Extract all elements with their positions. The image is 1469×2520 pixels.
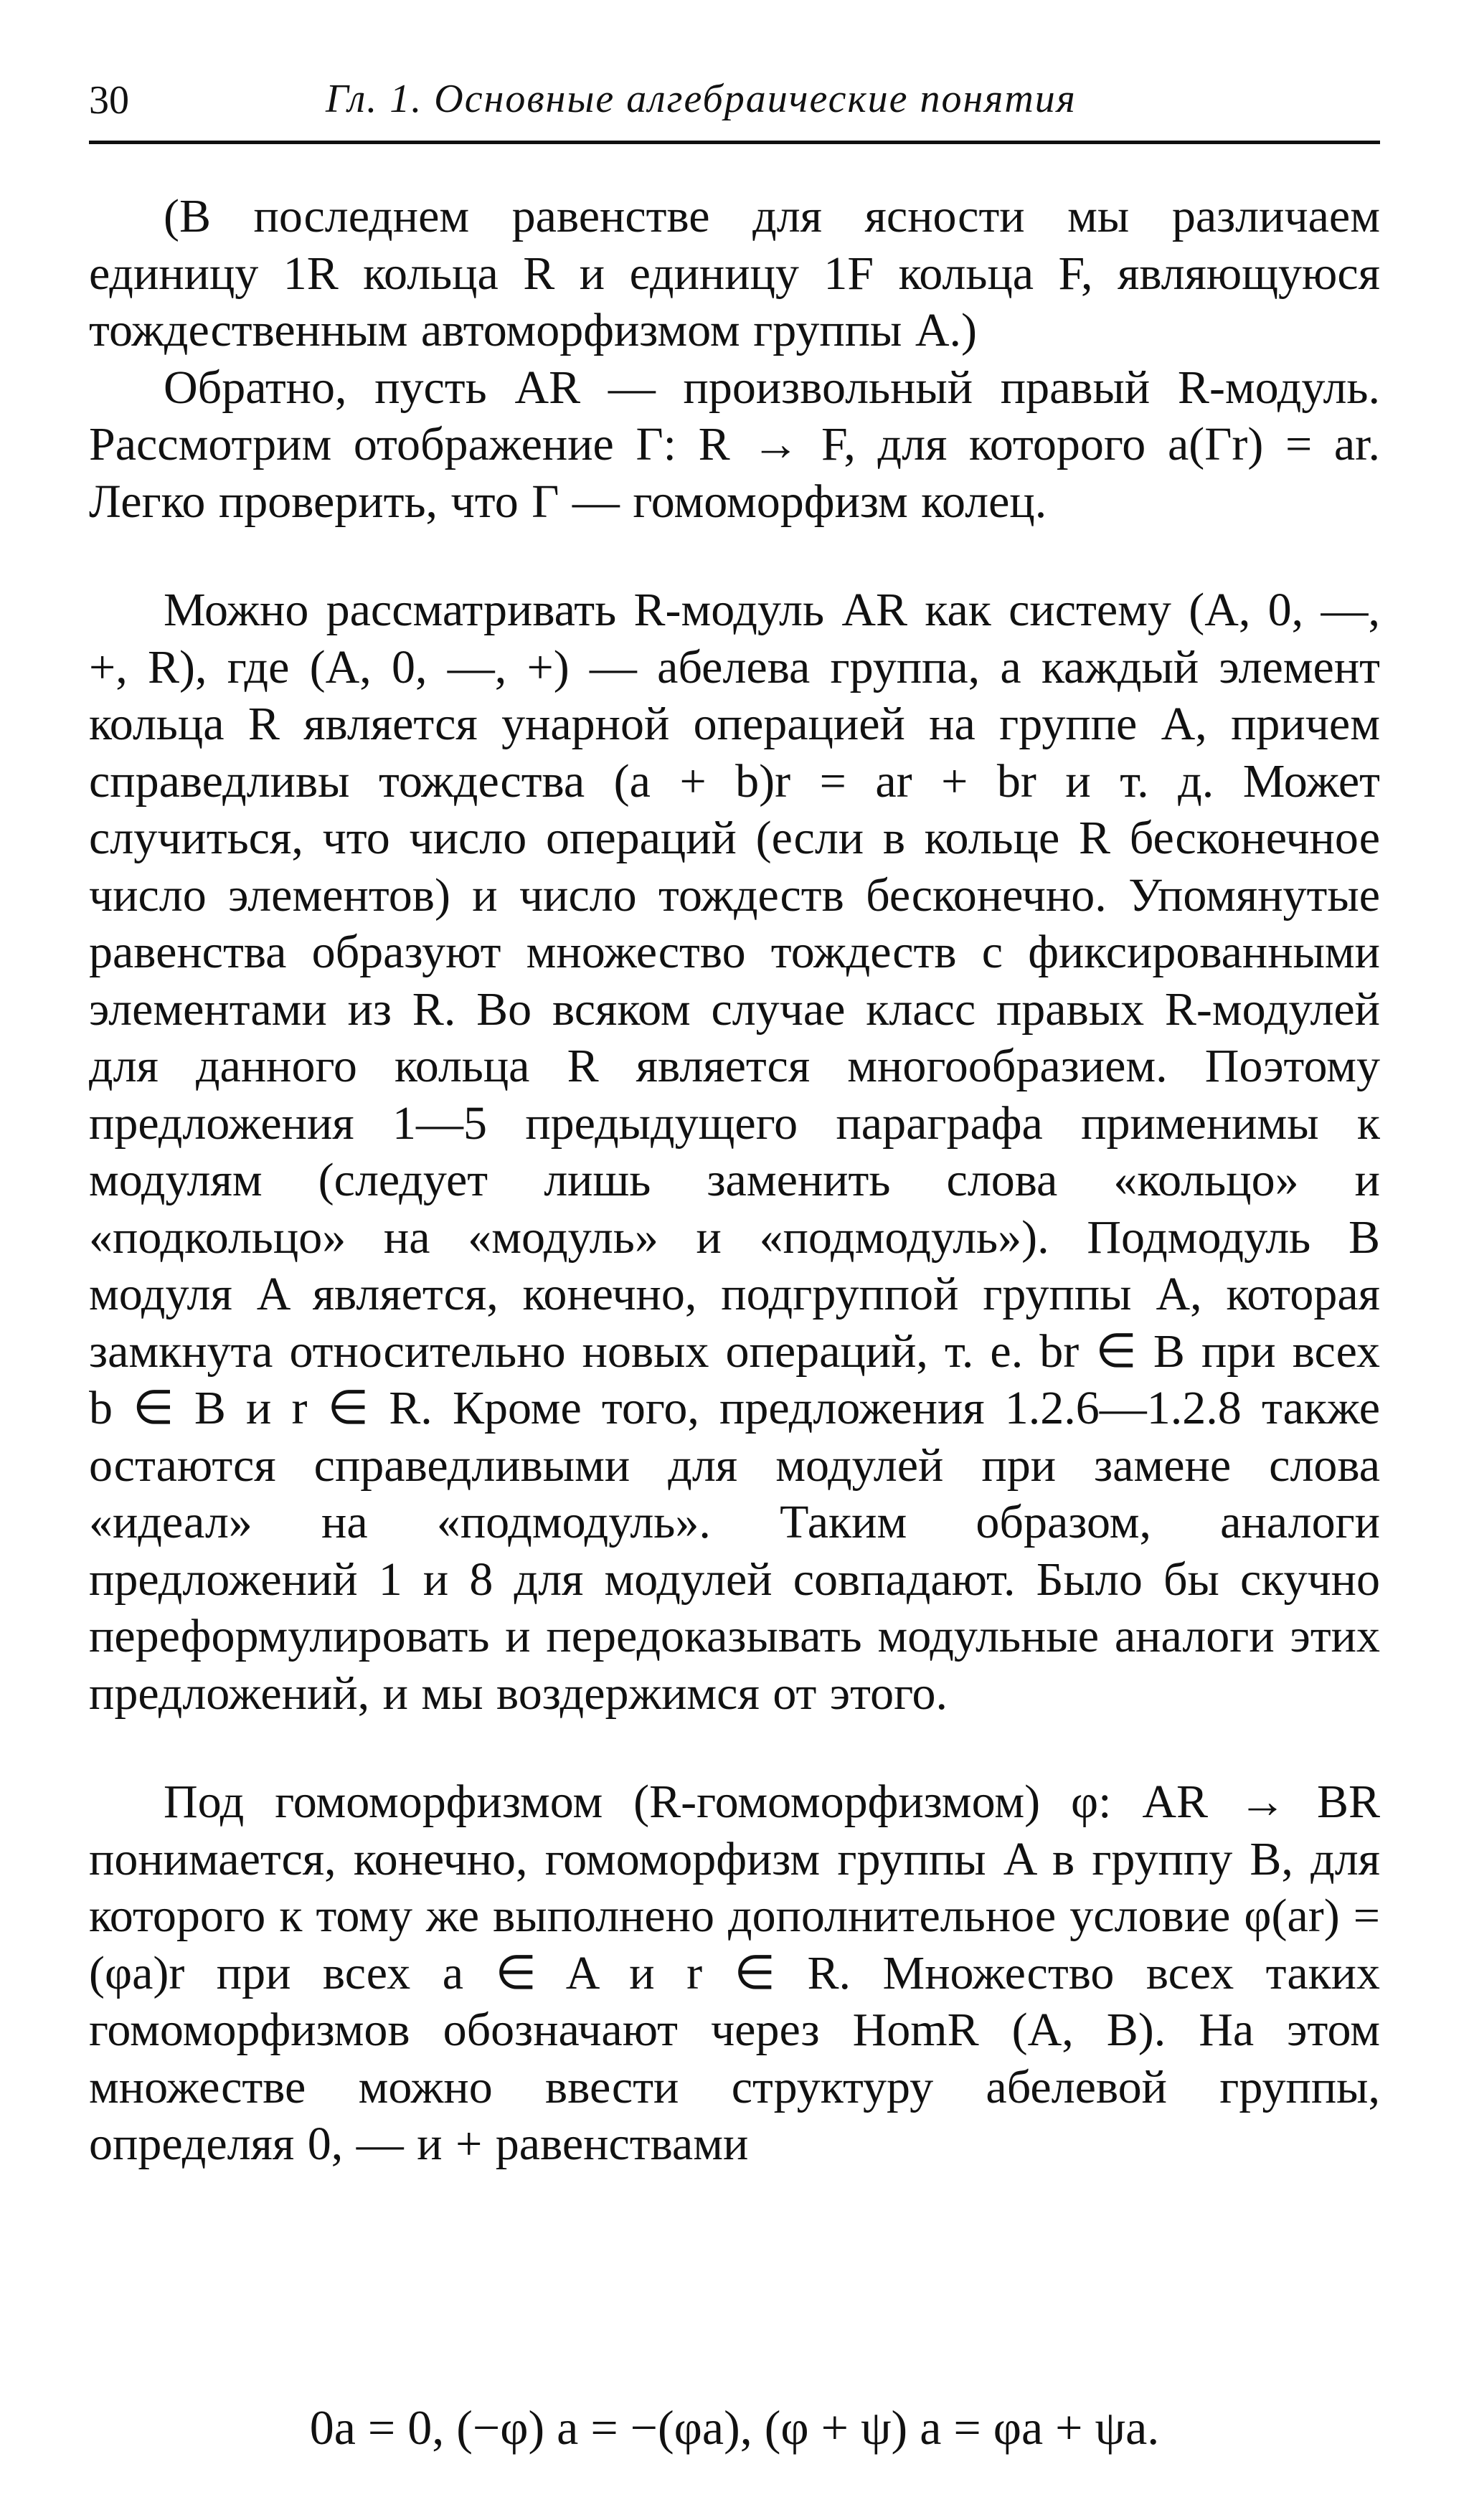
page-number: 30 [89, 78, 129, 123]
body-text [89, 188, 1380, 2173]
header-rule [89, 141, 1380, 144]
paragraph-1: (В последнем равенстве для ясности мы различаем единицу 1R кольца R и единицу 1F кольца F, являющуюся тождественным автоморфизмом группы A.) [89, 190, 1380, 356]
display-formula: 0a = 0, (−φ) a = −(φa), (φ + ψ) a = φa + ψa. [309, 2400, 1160, 2455]
paragraph-2: Обратно, пусть AR — произвольный правый R-модуль. Рассмотрим отображение Γ: R → F, для которого a(Γr) = ar. Легко проверить, что Γ — гомоморфизм колец. [89, 361, 1380, 528]
paragraph-3: Можно рассматривать R-модуль AR как систему (A, 0, —, +, R), где (A, 0, —, +) — абелева группа, а каждый элемент кольца R является унарной операцией на группе A, причем справедливы тождества (a + b)r = ar + br и т. д. Может случиться, что число операций (если в кольце R бесконечное число элементов) и число тождеств бесконечно. Упомянутые равенства образуют множество тождеств с фиксированными элементами из R. Во всяком случае класс правых R-модулей для данного кольца R является многообразием. Поэтому предложения 1—5 предыдущего параграфа применимы к модулям (следует лишь заменить слова «кольцо» и «подкольцо» на «модуль» и «подмодуль»). Подмодуль B модуля A является, конечно, подгруппой группы A, которая замкнута относительно новых операций, т. е. br ∈ B при всех b ∈ B и r ∈ R. Кроме того, предложения 1.2.6—1.2.8 также остаются справедливыми для модулей при замене слова «идеал» на «подмодуль». Таким образом, аналоги предложений 1 и 8 для модулей совпадают. Было бы скучно переформулировать и передоказывать модульные аналоги этих предложений, и мы воздержимся от этого. [89, 584, 1380, 1720]
page-header [89, 72, 1380, 129]
paragraph-4: Под гомоморфизмом (R-гомоморфизмом) φ: AR → BR понимается, конечно, гомоморфизм группы A в группу B, для которого к тому же выполнено дополнительное условие φ(ar) = (φa)r при всех a ∈ A и r ∈ R. Множество всех таких гомоморфизмов обозначают через HomR (A, B). На этом множестве можно ввести структуру абелевой группы, определяя 0, — и + равенствами [89, 1776, 1380, 2170]
running-title: Гл. 1. Основные алгебраические понятия [326, 77, 1077, 121]
